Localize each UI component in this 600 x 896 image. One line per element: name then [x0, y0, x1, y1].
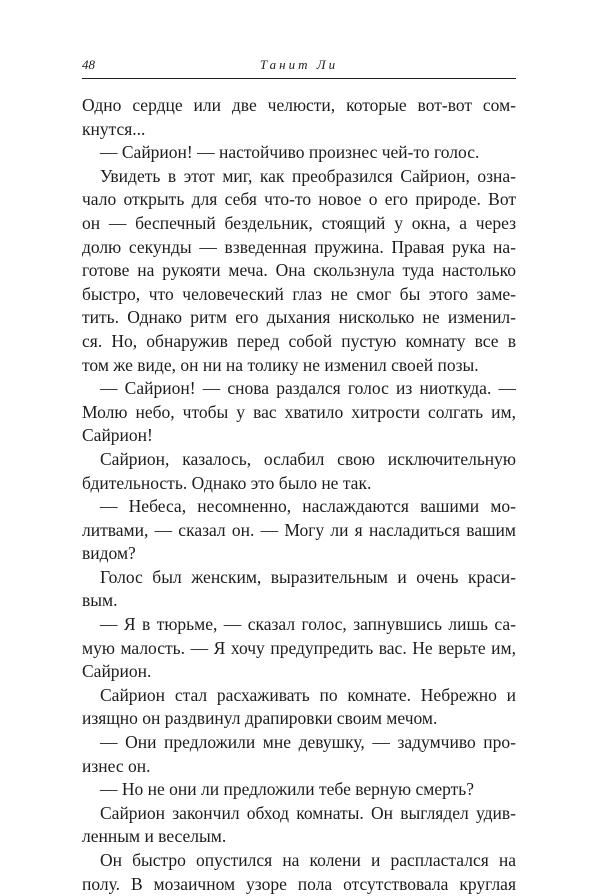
body-text	[82, 94, 516, 896]
text-line: литвами, — сказал он. — Могу ли я насладиться вашим	[82, 519, 516, 540]
text-line: мую малость. — Я хочу предупредить вас. Не верьте им,	[82, 637, 516, 658]
text-line: видом?	[82, 543, 136, 564]
text-line: Он быстро опустился на колени и распластался на	[100, 850, 516, 870]
text-line: готове на рукояти меча. Она скользнула туда настолько	[82, 260, 516, 281]
text-line: Сайрион стал расхаживать по комнате. Небрежно и	[100, 684, 516, 705]
text-line: ся. Но, обнаружив перед собой пустую комнату все в	[82, 330, 516, 351]
text-line: Увидеть в этот миг, как преобразился Сайрион, озна-	[100, 165, 516, 186]
text-line: — Они предложили мне девушку, — задумчиво про-	[100, 732, 516, 753]
text-line: бдительность. Однако это было не так.	[82, 472, 372, 493]
text-line: — Сайрион! — настойчиво произнес чей-то голос.	[100, 142, 480, 163]
text-line: кнутся...	[82, 118, 146, 139]
text-line: Молю небо, чтобы у вас хватило хитрости солгать им,	[82, 401, 516, 422]
text-line: он — беспечный бездельник, стоящий у окна, а через	[82, 212, 516, 233]
text-line: Голос был женским, выразительным и очень краси-	[100, 566, 516, 587]
text-line: чало открыть для себя что-то новое о его природе. Вот	[82, 189, 516, 210]
text-line: Сайрион закончил обход комнаты. Он выглядел удив-	[100, 802, 516, 823]
text-line: вым.	[82, 590, 118, 611]
text-line: долю секунды — взведенная пружина. Правая рука на-	[82, 236, 516, 257]
text-line: Сайрион, казалось, ослабил свою исключительную	[100, 448, 516, 469]
text-line: быстро, что человеческий глаз не смог бы этого заме-	[82, 283, 516, 304]
text-line: — Но не они ли предложили тебе верную смерть?	[100, 779, 475, 800]
text-line: Одно сердце или две челюсти, которые вот-вот сом-	[82, 95, 516, 115]
text-line: изящно он раздвинул драпировки своим мечом.	[82, 708, 438, 729]
text-line: полу. В мозаичном узоре пола отсутствовала круглая	[82, 873, 516, 894]
running-title: Танит Ли	[259, 57, 339, 72]
text-line: — Небеса, несомненно, наслаждаются вашими мо-	[100, 496, 516, 517]
page-number: 48	[82, 57, 95, 72]
text-line: том же виде, он ни на толику не изменил своей позы.	[82, 354, 479, 375]
text-line: — Сайрион! — снова раздался голос из ниоткуда. —	[100, 378, 516, 399]
text-line: изнес он.	[82, 755, 151, 776]
page-header	[82, 56, 516, 79]
text-line: ленным и веселым.	[82, 826, 227, 847]
text-line: Сайрион!	[82, 425, 153, 446]
text-line: — Я в тюрьме, — сказал голос, запнувшись лишь са-	[100, 614, 516, 635]
text-line: тить. Однако ритм его дыхания нисколько не изменил-	[82, 307, 516, 328]
text-line: Сайрион.	[82, 661, 152, 682]
